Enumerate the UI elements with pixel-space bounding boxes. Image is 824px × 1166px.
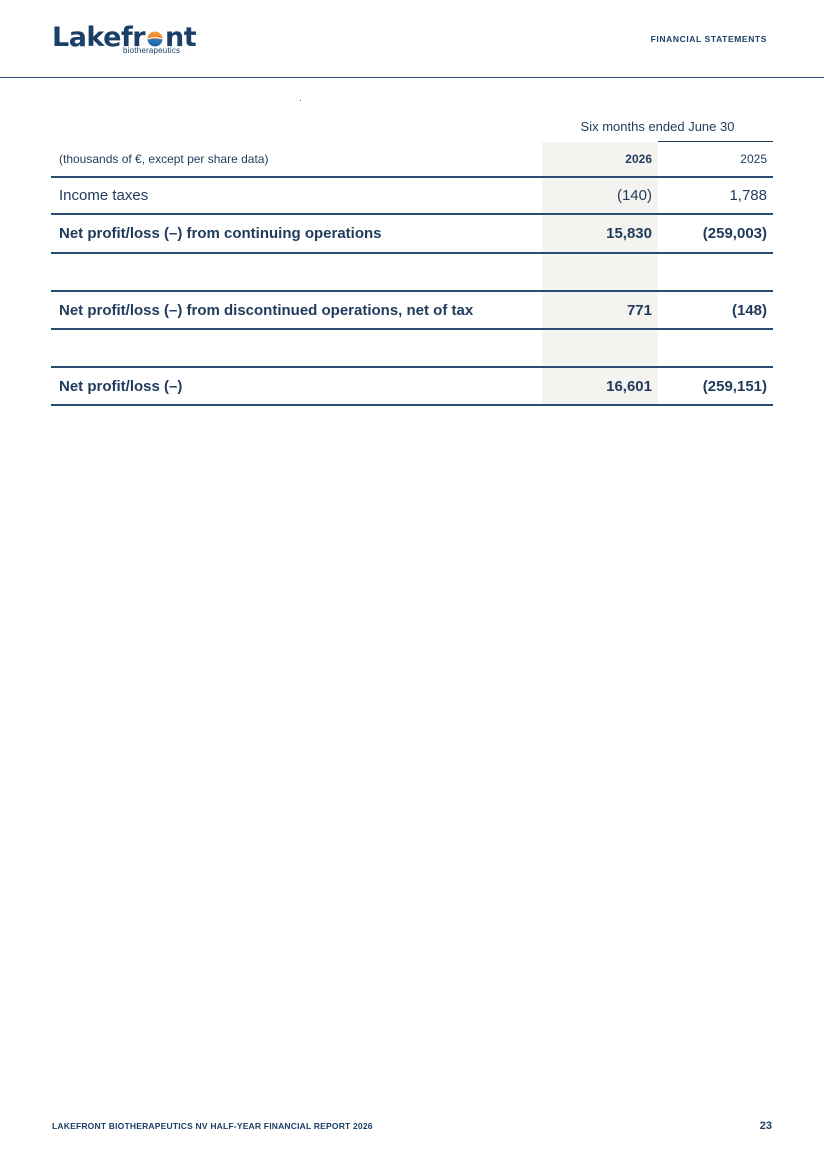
row-rule	[51, 404, 773, 406]
table-row	[51, 369, 773, 405]
row-value-prior: 1,788	[729, 187, 767, 204]
row-label: Net profit/loss (–) from discontinued operations, net of tax	[59, 302, 474, 319]
company-logo	[52, 20, 197, 60]
row-rule	[51, 252, 773, 254]
table-header-row	[51, 142, 773, 176]
page-header	[0, 0, 824, 78]
row-value-prior: (259,003)	[702, 225, 767, 242]
stray-mark	[300, 100, 301, 101]
row-value-prior: (259,151)	[702, 378, 767, 395]
logo-wordmark: Lakefr nt	[52, 22, 197, 53]
section-title: FINANCIAL STATEMENTS	[650, 34, 767, 44]
year-current: 2026	[625, 152, 652, 166]
page-number: 23	[759, 1120, 772, 1132]
row-value-current: (140)	[616, 187, 652, 204]
logo-globe-icon	[145, 27, 165, 47]
logo-subtitle: biotherapeutics	[123, 46, 181, 55]
year-prior: 2025	[740, 152, 767, 166]
table-row	[51, 216, 773, 252]
unit-label: (thousands of €, except per share data)	[59, 152, 269, 166]
row-rule	[51, 328, 773, 330]
row-label: Net profit/loss (–) from continuing operations	[59, 225, 382, 242]
row-rule	[51, 213, 773, 215]
row-value-prior: (148)	[731, 302, 767, 319]
row-label: Income taxes	[59, 187, 149, 204]
row-value-current: 771	[626, 302, 652, 319]
period-heading: Six months ended June 30	[580, 119, 735, 134]
table-row	[51, 293, 773, 329]
row-rule	[51, 290, 773, 292]
row-value-current: 16,601	[606, 378, 652, 395]
table-row	[51, 178, 773, 214]
row-label: Net profit/loss (–)	[59, 378, 183, 395]
row-rule	[51, 366, 773, 368]
row-value-current: 15,830	[606, 225, 652, 242]
footer-report-title: LAKEFRONT BIOTHERAPEUTICS NV HALF-YEAR FINANCIAL REPORT 2026	[52, 1121, 373, 1131]
